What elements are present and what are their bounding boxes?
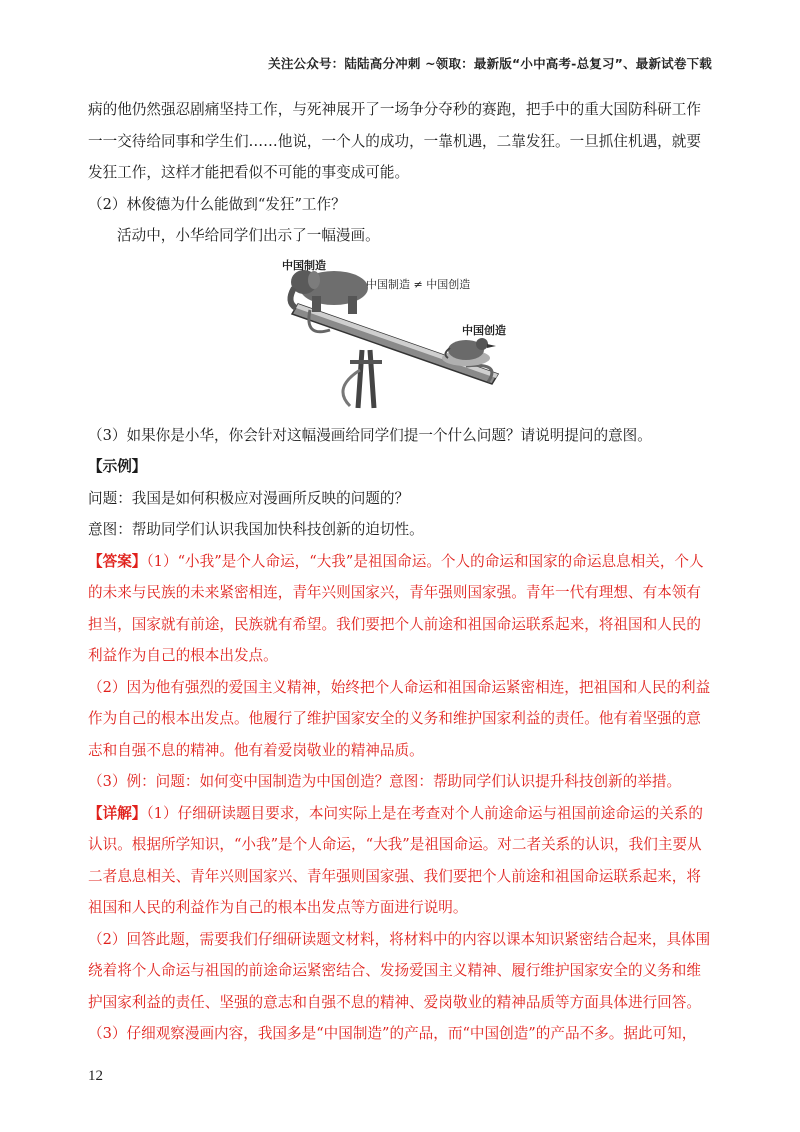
page-header: 关注公众号：陆陆高分冲刺 ~领取：最新版“小中高考-总复习”、最新试卷下载 bbox=[268, 56, 712, 71]
detail-tag: 【详解】 bbox=[88, 804, 147, 822]
material-paragraph: 病的他仍然强忍剧痛坚持工作，与死神展开了一场争分夺秒的赛跑，把手中的重大国防科研工作一一交待给同事和学生们……他说，一个人的成功，一靠机遇，二靠发狂。一旦抓住机遇，就要发狂工作，这样才能把看似不可能的事变成可能。 bbox=[88, 101, 701, 181]
answer-2: （2）因为他有强烈的爱国主义精神，始终把个人命运和祖国命运紧密相连，把祖国和人民的利益作为自己的根本出发点。他履行了维护国家安全的义务和维护国家利益的责任。他有着坚强的意志和自强不息的精神。他有着爱岗敬业的精神品质。 bbox=[88, 678, 711, 759]
page-content bbox=[88, 94, 712, 1050]
cartoon-seesaw-figure bbox=[270, 258, 514, 414]
answer-1 bbox=[88, 546, 712, 672]
label-not-equal: 中国制造 ≠ 中国创造 bbox=[366, 277, 471, 291]
question-2: （2）林俊德为什么能做到“发狂”工作？ bbox=[88, 195, 346, 213]
detail-2: （2）回答此题，需要我们仔细研读题文材料，将材料中的内容以课本知识紧密结合起来，具体围绕着将个人命运与祖国的前途命运紧密结合、发扬爱国主义精神、履行维护国家安全的义务和维护国家利益的责任、坚强的意志和自强不息的精神、爱岗敬业的精神品质等方面具体进行回答。 bbox=[88, 930, 711, 1011]
detail-1 bbox=[88, 798, 712, 924]
example-intent: 意图：帮助同学们认识我国加快科技创新的迫切性。 bbox=[88, 521, 424, 538]
detail-1-text: （1）仔细研读题目要求，本问实际上是在考查对个人前途命运与祖国前途命运的关系的认识。根据所学知识，“小我”是个人命运，“大我”是祖国命运。对二者关系的认识，我们主要从二者息息相关、青年兴则国家兴、青年强则国家强、我们要把个人前途和祖国命运联系起来，将祖国和人民的利益作为自己的根本出发点等方面进行说明。 bbox=[88, 804, 703, 916]
page-number: 12 bbox=[88, 1068, 103, 1084]
answer-1-text: （1）“小我”是个人命运，“大我”是祖国命运。个人的命运和国家的命运息息相关，个人的未来与民族的未来紧密相连，青年兴则国家兴，青年强则国家强。青年一代有理想、有本领有担当，国家就有前途，民族就有希望。我们要把个人前途和祖国命运联系起来，将祖国和人民的利益作为自己的根本出发点。 bbox=[88, 552, 704, 664]
example-question: 问题：我国是如何积极应对漫画所反映的问题的？ bbox=[88, 489, 410, 507]
label-created-in-china: 中国创造 bbox=[462, 323, 506, 337]
example-tag: 【示例】 bbox=[88, 458, 147, 475]
label-made-in-china: 中国制造 bbox=[282, 258, 326, 272]
activity-intro: 活动中，小华给同学们出示了一幅漫画。 bbox=[117, 227, 380, 244]
question-3: （3）如果你是小华，你会针对这幅漫画给同学们提一个什么问题？请说明提问的意图。 bbox=[88, 426, 652, 444]
answer-tag: 【答案】 bbox=[88, 552, 147, 570]
answer-3: （3）例：问题：如何变中国制造为中国创造？意图：帮助同学们认识提升科技创新的举措。 bbox=[88, 773, 682, 790]
detail-3: （3）仔细观察漫画内容，我国多是“中国制造”的产品，而“中国创造”的产品不多。据此可知， bbox=[88, 1025, 697, 1042]
